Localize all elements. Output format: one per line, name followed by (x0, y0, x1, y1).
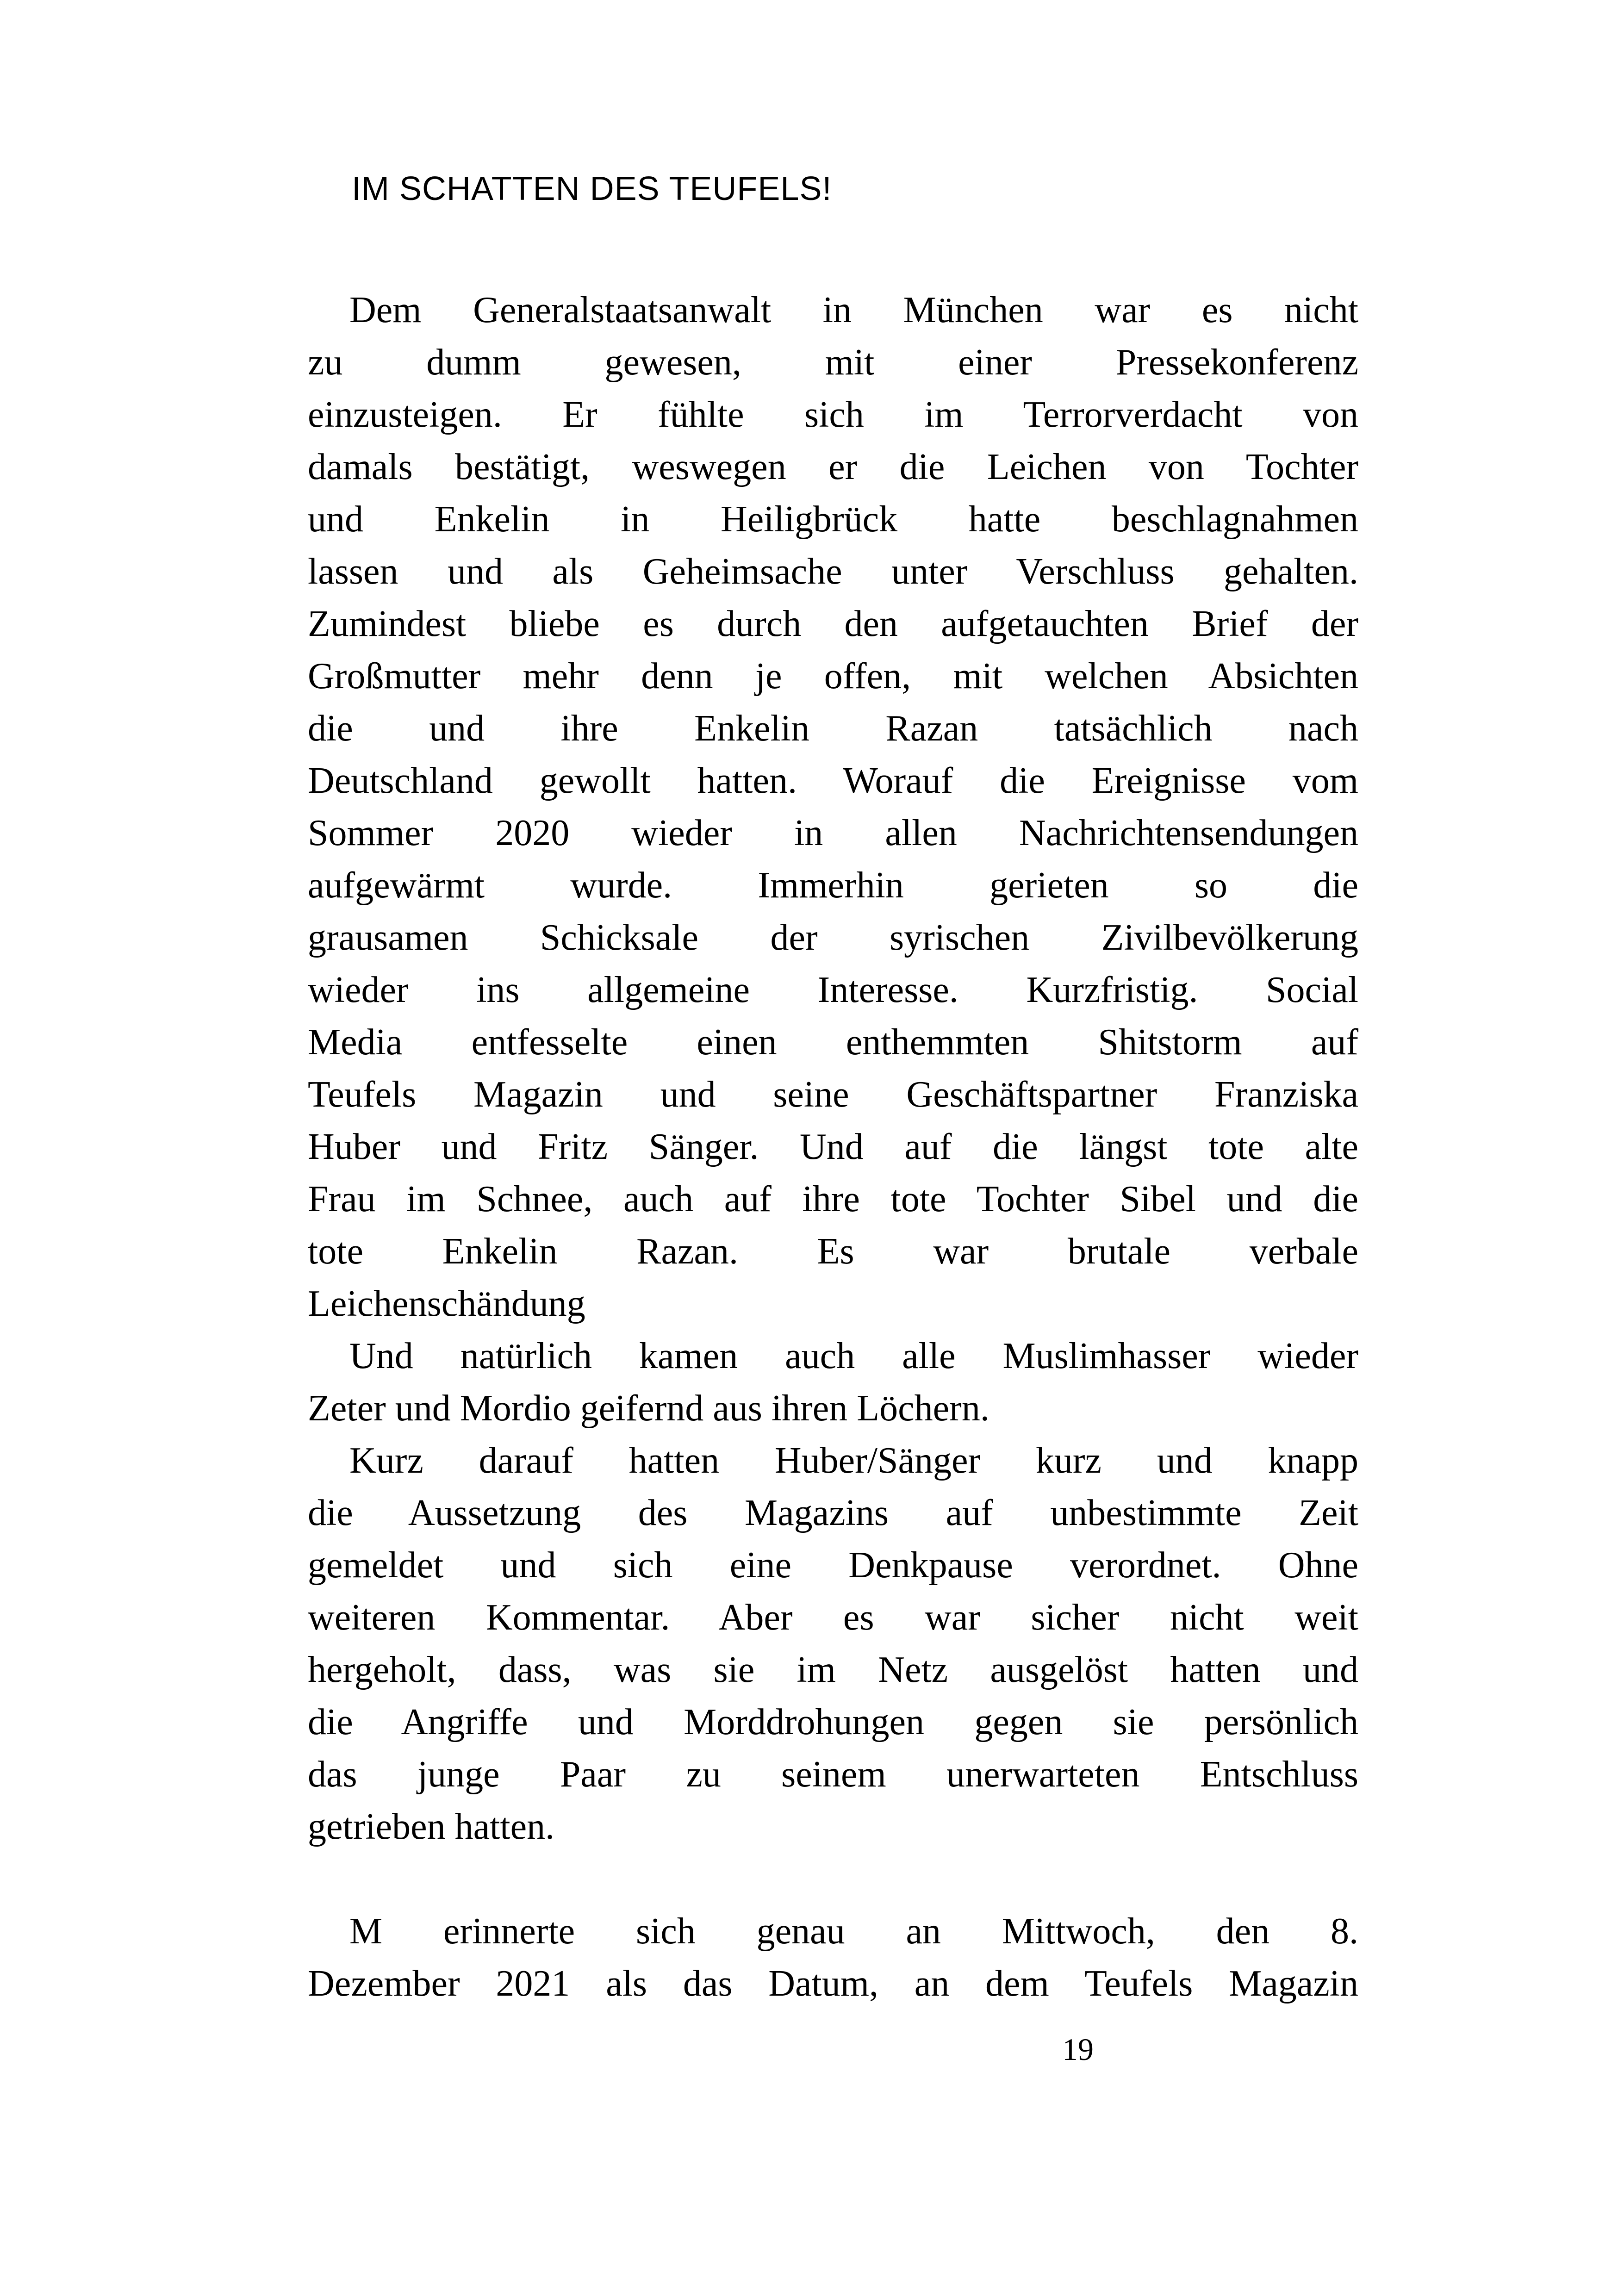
text-line: M erinnerte sich genau an Mittwoch, den 8. (349, 1911, 1358, 1952)
text-line: Dezember 2021 als das Datum, an dem Teufels Magazin (308, 1963, 1358, 2004)
text-line: wieder ins allgemeine Interesse. Kurzfristig. Social (308, 970, 1358, 1010)
text-line: Und natürlich kamen auch alle Muslimhasser wieder (349, 1336, 1358, 1376)
body-text (308, 284, 1358, 2010)
text-line: Zumindest bliebe es durch den aufgetauchten Brief der (308, 604, 1358, 644)
text-line: lassen und als Geheimsache unter Verschluss gehalten. (308, 551, 1358, 592)
text-line: Dem Generalstaatsanwalt in München war es nicht (349, 290, 1358, 330)
text-line: einzusteigen. Er fühlte sich im Terrorverdacht von (308, 394, 1358, 435)
text-line: zu dumm gewesen, mit einer Pressekonferenz (308, 342, 1358, 383)
text-line: hergeholt, dass, was sie im Netz ausgelöst hatten und (308, 1649, 1358, 1690)
text-line: Frau im Schnee, auch auf ihre tote Tochter Sibel und die (308, 1179, 1358, 1220)
text-line: gemeldet und sich eine Denkpause verordnet. Ohne (308, 1545, 1358, 1586)
text-line: Sommer 2020 wieder in allen Nachrichtensendungen (308, 813, 1358, 853)
text-line: Großmutter mehr denn je offen, mit welchen Absichten (308, 656, 1358, 697)
text-line: und Enkelin in Heiligbrück hatte beschlagnahmen (308, 499, 1358, 540)
text-line: aufgewärmt wurde. Immerhin gerieten so die (308, 865, 1358, 906)
text-line: das junge Paar zu seinem unerwarteten Entschluss (308, 1754, 1358, 1795)
text-line: Kurz darauf hatten Huber/Sänger kurz und knapp (349, 1440, 1358, 1481)
text-line: Leichenschändung (308, 1283, 585, 1324)
text-line: weiteren Kommentar. Aber es war sicher nicht weit (308, 1597, 1358, 1638)
text-line: Teufels Magazin und seine Geschäftspartner Franziska (308, 1074, 1358, 1115)
text-line: Huber und Fritz Sänger. Und auf die längst tote alte (308, 1126, 1358, 1167)
text-line: Deutschland gewollt hatten. Worauf die Ereignisse vom (308, 760, 1358, 801)
text-line: grausamen Schicksale der syrischen Zivilbevölkerung (308, 917, 1358, 958)
text-line: die Aussetzung des Magazins auf unbestimmte Zeit (308, 1493, 1358, 1533)
text-line: damals bestätigt, weswegen er die Leichen von Tochter (308, 447, 1358, 487)
text-block (308, 172, 1358, 2010)
text-line: Media entfesselte einen enthemmten Shitstorm auf (308, 1022, 1358, 1063)
text-line: Zeter und Mordio geifernd aus ihren Löchern. (308, 1388, 989, 1429)
paragraph-spacer (308, 1853, 1358, 1905)
running-header-title: IM SCHATTEN DES TEUFELS! (352, 170, 832, 207)
text-line: die und ihre Enkelin Razan tatsächlich nach (308, 708, 1358, 749)
text-line: tote Enkelin Razan. Es war brutale verbale (308, 1231, 1358, 1272)
page-number: 19 (1062, 2032, 1094, 2067)
text-line: getrieben hatten. (308, 1806, 555, 1847)
text-line: die Angriffe und Morddrohungen gegen sie persönlich (308, 1702, 1358, 1742)
